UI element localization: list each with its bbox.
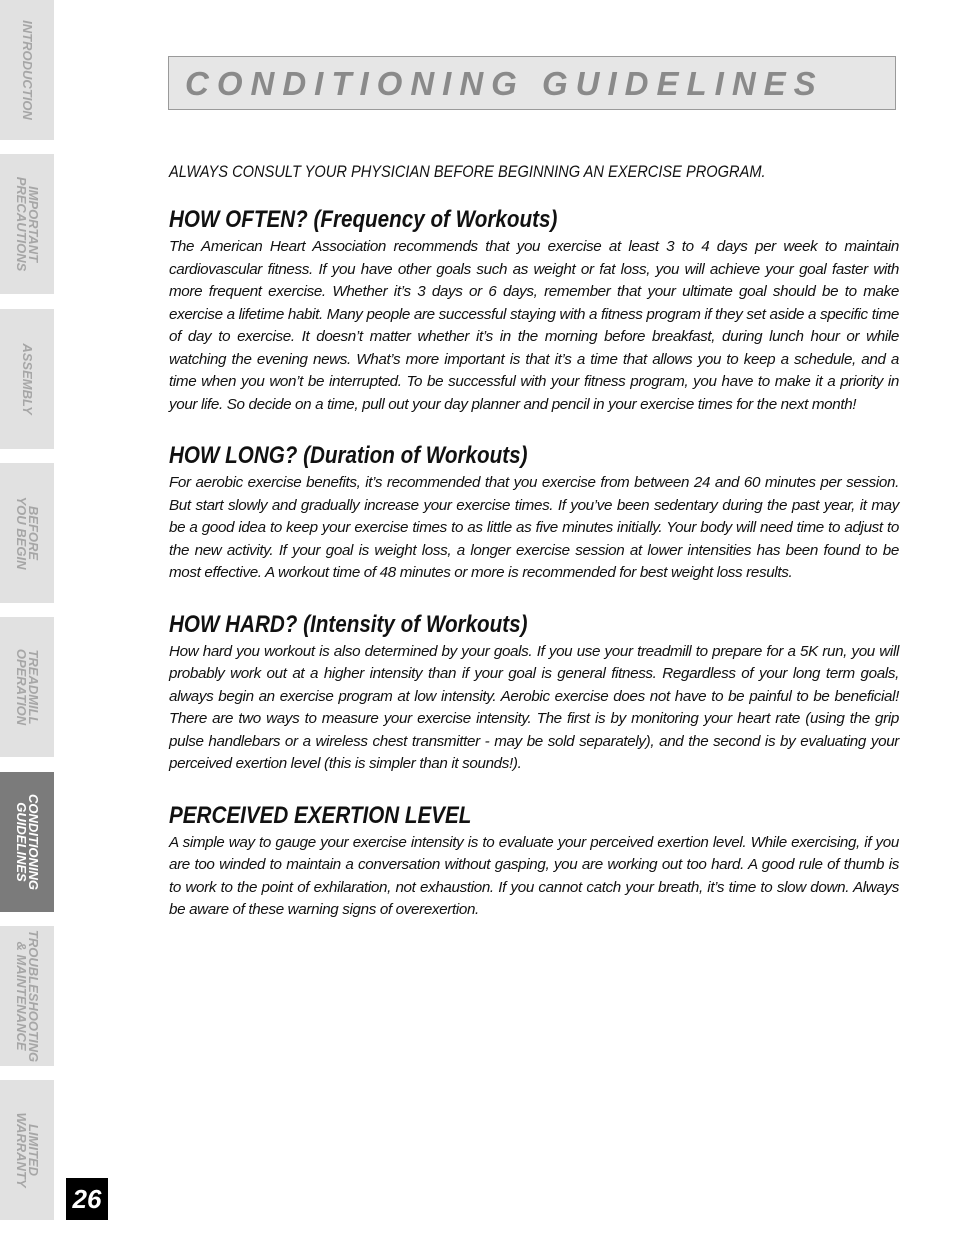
tab-label-important-precautions: IMPORTANT PRECAUTIONS (14, 176, 41, 272)
section-body: For aerobic exercise benefits, it’s recommended that you exercise from between 24 and 60 minutes per session. But start slowly and gradually increase your exercise times. If you’ve been sedentary during the past year, it may be a good idea to keep your exercise times to as little as five minutes initially. Your body will need time to adjust to the new activity. If your goal is weight loss, a longer exercise session at lower intensities has been found to be most effective. A workout time of 48 minutes or more is recommended for best weight loss results. (169, 474, 899, 581)
tab-important-precautions[interactable] (0, 154, 54, 294)
tab-conditioning-guidelines[interactable] (0, 772, 54, 912)
tab-label-treadmill-operation: TREADMILL OPERATION (14, 648, 41, 726)
tab-troubleshooting-maintenance[interactable] (0, 926, 54, 1066)
section-frequency (169, 206, 899, 416)
section-heading: HOW LONG? (Duration of Workouts) (169, 442, 528, 469)
tab-label-before-you-begin: BEFORE YOU BEGIN (14, 496, 41, 570)
section-heading: HOW OFTEN? (Frequency of Workouts) (169, 206, 558, 233)
section-body: How hard you workout is also determined by your goals. If you use your treadmill to prepare for a 5K run, you will probably work out at a higher intensity than if your goal is general fitness. Regardless of your long term goals, always begin an exercise program at low intensity. Aerobic exercise does not have to be painful to be beneficial! There are two ways to measure your exercise intensity. The first is by monitoring your heart rate (using the grip pulse handlebars or a wireless chest transmitter - may be sold separately), and the second is by evaluating your perceived exertion level (this is simpler than it sounds!). (169, 642, 899, 772)
tab-introduction[interactable] (0, 0, 54, 140)
tab-treadmill-operation[interactable] (0, 617, 54, 757)
section-heading: PERCEIVED EXERTION LEVEL (169, 801, 472, 829)
title-banner (168, 56, 896, 110)
section-perceived-exertion (169, 802, 899, 922)
tab-label-troubleshooting-maintenance: TROUBLESHOOTING & MAINTENANCE (14, 929, 41, 1063)
tab-label-introduction: INTRODUCTION (20, 20, 35, 120)
tab-limited-warranty[interactable] (0, 1080, 54, 1220)
tab-label-conditioning-guidelines: CONDITIONING GUIDELINES (14, 793, 41, 891)
tab-label-limited-warranty: LIMITED WARRANTY (14, 1112, 41, 1188)
section-intensity (169, 611, 899, 776)
section-heading: HOW HARD? (Intensity of Workouts) (169, 610, 528, 638)
section-body: A simple way to gauge your exercise intensity is to evaluate your perceived exertion level. While exercising, if you are too winded to maintain a conversation without gasping, you are working out too hard. A good rule of thumb is to work to the point of exhilaration, not exhaustion. If you cannot catch your breath, it’s time to slow down. Always be aware of these warning signs of overexertion. (169, 833, 899, 918)
section-body: The American Heart Association recommends that you exercise at least 3 to 4 days per week to maintain cardiovascular fitness. If you have other goals such as weight or fat loss, you will achieve your goal faster with more frequent exercise. Whether it’s 3 days or 6 days, remember that your ultimate goal should be to make exercise a lifetime habit. Many people are successful staying with a fitness program if they set aside a specific time of day to exercise. It doesn’t matter whether it’s in the morning before breakfast, during lunch hour or while watching the evening news. What’s more important is that it’s a time that allows you to keep a schedule, and a time when you won’t be interrupted. To be successful with your fitness program, you have to make it a priority in your life. So decide on a time, pull out your day planner and pencil in your exercise times for the next month! (169, 238, 899, 413)
tab-label-assembly: ASSEMBLY (20, 343, 35, 415)
page-title: CONDITIONING GUIDELINES (185, 65, 824, 102)
section-duration (169, 442, 899, 585)
tab-before-you-begin[interactable] (0, 463, 54, 603)
tab-assembly[interactable] (0, 309, 54, 449)
page-number: 26 (66, 1178, 108, 1220)
main-content (169, 162, 899, 948)
sidebar-tabs (0, 0, 54, 1235)
physician-warning: ALWAYS CONSULT YOUR PHYSICIAN BEFORE BEGINNING AN EXERCISE PROGRAM. (169, 162, 766, 181)
